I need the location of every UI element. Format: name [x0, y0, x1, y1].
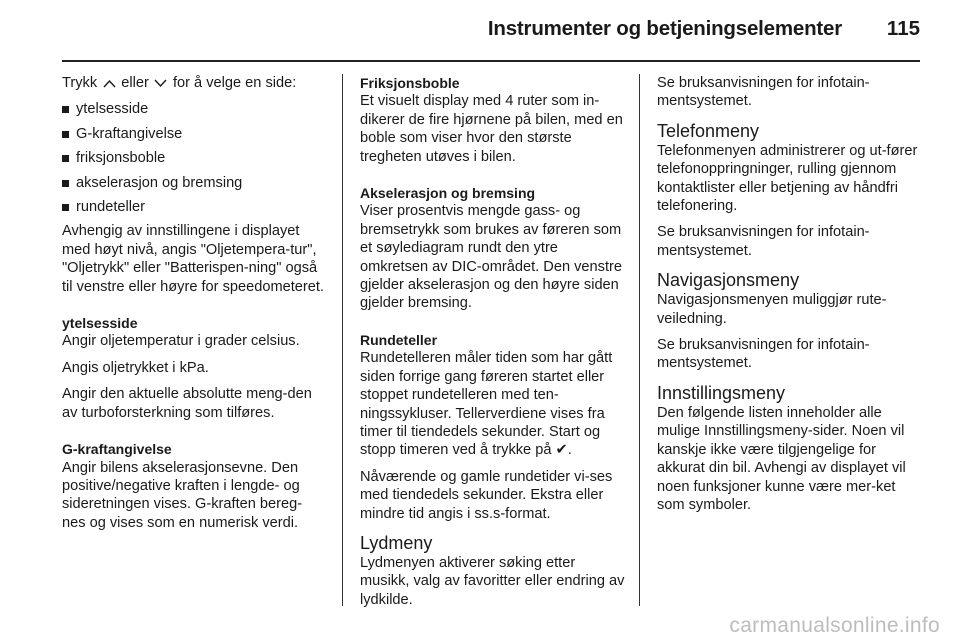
chevron-down-icon [153, 74, 169, 92]
list-item: friksjonsboble [62, 149, 325, 167]
paragraph: Lydmenyen aktiverer søking etter musikk, valg av favoritter eller endring av lydkilde. [360, 554, 625, 608]
paragraph: Se bruksanvisningen for infotain-mentsystemet. [657, 337, 870, 372]
subheading: G-kraftangivelse [62, 441, 172, 458]
paragraph: Et visuelt display med 4 ruter som in-dikerer de fire hjørnene på bilen, med en boble som viser hvor den største tregheten utøves i bilen. [360, 93, 623, 165]
chevron-up-icon [101, 74, 117, 92]
watermark: carmanualsonline.info [729, 614, 940, 637]
subheading: Friksjonsboble [360, 75, 460, 91]
list-item: rundeteller [62, 198, 325, 216]
page-list [62, 100, 325, 216]
section-heading: Navigasjonsmeny [657, 270, 800, 291]
subheading: Akselerasjon og bremsing [360, 185, 536, 202]
paragraph: Rundetelleren måler tiden som har gått siden forrige gang føreren startet eller stoppet rundetelleren med ten-ningssykluser. Tellerverdiene vises fra timer til tiendedels sekunder. Start og stopp timeren ved å trykke på ✔. [360, 350, 613, 459]
paragraph: Navigasjonsmenyen muliggjør rute-veiledning. [657, 292, 887, 327]
section-heading: Lydmeny [360, 532, 433, 553]
column-1 [62, 74, 325, 608]
subheading: Rundeteller [360, 331, 438, 348]
column-divider-2 [639, 74, 640, 606]
intro-line: Trykk eller for å velge en side: [62, 75, 297, 91]
paragraph: Se bruksanvisningen for infotain-mentsystemet. [657, 224, 870, 259]
paragraph: Angir den aktuelle absolutte meng-den av turboforsterkning som tilføres. [62, 386, 312, 421]
paragraph: Den følgende listen inneholder alle mulige Innstillingsmeny-sider. Noen vil kanskje ikke være tilgjengelige for akkurat din bil. Avhengi av displayet vil noen funksjoner kunne være mer-ket som symboler. [657, 404, 906, 513]
paragraph: Avhengig av innstillingene i displayet med høyt nivå, angis "Oljetempera-tur", "Oljetrykk" eller "Batterispen-ning" også til venstre eller høyre for speedometeret. [62, 223, 324, 295]
list-item: akselerasjon og bremsing [62, 174, 325, 192]
paragraph: Angis oljetrykket i kPa. [62, 359, 209, 376]
column-3 [657, 74, 923, 608]
header-divider [62, 60, 920, 62]
paragraph: Telefonmenyen administrerer og ut-fører telefonoppringninger, rulling gjennom kontaktlister eller betjening av håndfri telefonering. [657, 142, 918, 215]
checkmark-icon: ✔ [555, 442, 568, 459]
paragraph: Viser prosentvis mengde gass- og bremsetrykk som brukes av føreren som et søylediagram rundt den ytre omkretsen av DIC-området. Den venstre gjelder akselerasjon og den høyre siden gjelder bremsing. [360, 203, 622, 312]
section-heading: Innstillingsmeny [657, 382, 786, 403]
list-item: ytelsesside [62, 100, 325, 118]
page-header [0, 0, 960, 62]
page-number: 115 [886, 17, 920, 40]
column-divider-1 [342, 74, 343, 606]
subheading: ytelsesside [62, 315, 138, 332]
paragraph: Nåværende og gamle rundetider vi-ses med tiendedels sekunder. Ekstra eller mindre tid angis i ss.s-format. [360, 468, 613, 522]
paragraph: Angir bilens akselerasjonsevne. Den positive/negative kraften i lengde- og sideretningen vises. G-kraften bereg-nes og vises som en numerisk verdi. [62, 459, 303, 531]
paragraph: Se bruksanvisningen for infotain-mentsystemet. [657, 75, 870, 110]
section-heading: Telefonmeny [657, 120, 760, 141]
paragraph: Angir oljetemperatur i grader celsius. [62, 333, 300, 350]
page-title: Instrumenter og betjeningselementer [487, 17, 842, 40]
list-item: G-kraftangivelse [62, 125, 325, 143]
column-2 [360, 74, 626, 608]
